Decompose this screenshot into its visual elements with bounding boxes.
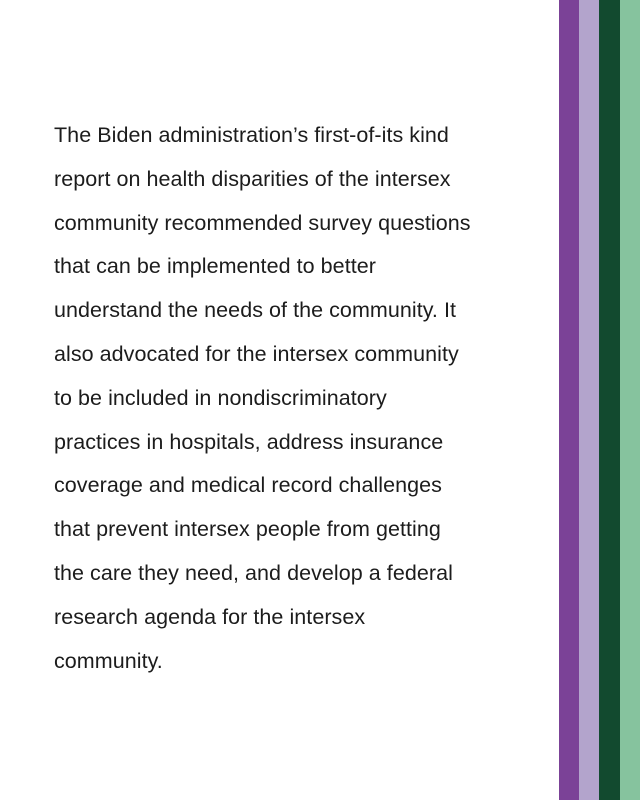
paragraph-line: the care they need, and develop a federal (54, 560, 453, 585)
paragraph-line: community. (54, 648, 163, 673)
paragraph-line: research agenda for the intersex (54, 604, 366, 629)
paragraph-line: community recommended survey questions (54, 210, 471, 235)
lavender-stripe (579, 0, 599, 800)
paragraph-line: that prevent intersex people from getting (54, 517, 441, 542)
paragraph-line: that can be implemented to better (54, 254, 376, 279)
paragraph-line: coverage and medical record challenges (54, 473, 442, 498)
paragraph-line: to be included in nondiscriminatory (54, 385, 387, 410)
purple-stripe (559, 0, 579, 800)
paragraph-line: also advocated for the intersex community (54, 341, 459, 366)
article-paragraph (54, 114, 554, 683)
decorative-stripes (559, 0, 640, 800)
paragraph-line: report on health disparities of the intersex (54, 166, 451, 191)
dark-green-stripe (599, 0, 620, 800)
paragraph-line: understand the needs of the community. It (54, 298, 457, 323)
paragraph-line: The Biden administration’s first-of-its kind (54, 123, 449, 147)
paragraph-line: practices in hospitals, address insurance (54, 429, 444, 454)
light-green-stripe (620, 0, 640, 800)
